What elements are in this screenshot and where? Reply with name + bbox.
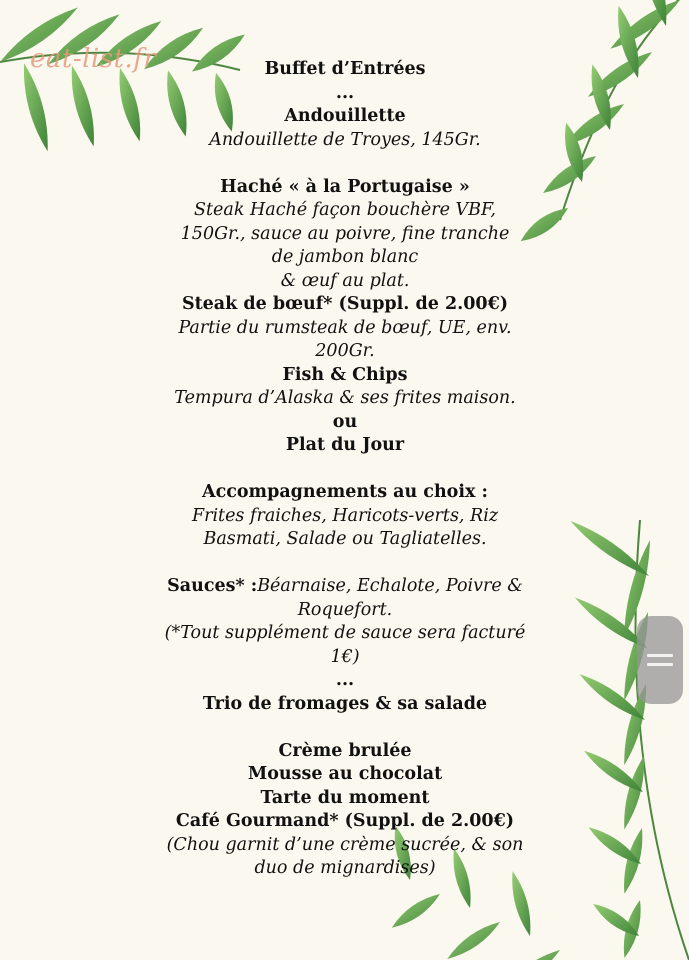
cheese-course: Trio de fromages & sa salade [202, 693, 488, 714]
leaf-blade [503, 950, 560, 960]
sauces-list: Roquefort. [297, 599, 393, 620]
dessert-creme-brulee: Crème brulée [278, 740, 412, 761]
sauces-heading: Sauces* : [167, 576, 258, 596]
scroll-handle-icon[interactable] [637, 616, 683, 704]
leaf-blade [543, 156, 596, 193]
sides-list: Frites fraiches, Haricots-verts, Riz [191, 505, 499, 526]
dish-description: Tempura d’Alaska & ses frites maison. [174, 388, 516, 408]
leaf-blade [584, 751, 643, 792]
leaf-blade [624, 756, 644, 829]
leaf-blade [72, 66, 94, 147]
dish-description: Steak Haché façon bouchère VBF, [194, 200, 496, 220]
sauces-line [150, 575, 540, 599]
dish-hache-portugaise: Haché « à la Portugaise » [220, 176, 470, 197]
dish-description: 150Gr., sauce au poivre, fine tranche [180, 223, 510, 244]
sauce-note: (*Tout supplément de sauce sera facturé [164, 623, 526, 643]
watermark: eat-list.fr [30, 44, 157, 74]
sides-list: Basmati, Salade ou Tagliatelles. [203, 529, 487, 549]
leaf-blade [447, 922, 500, 959]
dish-description: Partie du rumsteak de bœuf, UE, env. [178, 317, 512, 338]
leaf-blade [119, 68, 140, 141]
dessert-cafe-gourmand: Café Gourmand* (Suppl. de 2.00€) [175, 811, 515, 831]
dish-description: 200Gr. [315, 341, 375, 361]
dessert-tarte: Tarte du moment [260, 787, 430, 808]
dish-fish-chips: Fish & Chips [282, 364, 408, 385]
or-separator: ou [332, 411, 358, 432]
leaf-blade [392, 894, 440, 928]
menu-card [150, 58, 540, 881]
dessert-description: duo de mignardises) [254, 858, 436, 878]
leaf-blade [24, 63, 48, 151]
separator: ... [335, 670, 355, 690]
dish-andouillette: Andouillette [284, 106, 406, 126]
dish-description: & œuf au plat. [280, 270, 410, 291]
dish-plat-du-jour: Plat du Jour [285, 435, 405, 455]
sauce-note: 1€) [330, 646, 360, 667]
dessert-mousse-chocolat: Mousse au chocolat [247, 764, 443, 784]
dish-description: Andouillette de Troyes, 145Gr. [209, 129, 481, 150]
separator: ... [335, 82, 355, 103]
leaf-blade [512, 871, 530, 936]
buffet-entrees: Buffet d’Entrées [264, 59, 426, 79]
dessert-description: (Chou garnit d’une crème sucrée, & son [166, 834, 524, 855]
dish-steak-boeuf: Steak de bœuf* (Suppl. de 2.00€) [181, 294, 509, 314]
sauces-list: Béarnaise, Echalote, Poivre & [257, 576, 523, 596]
dish-description: de jambon blanc [271, 247, 419, 267]
leaf-blade [579, 674, 645, 720]
sides-heading: Accompagnements au choix : [202, 482, 488, 502]
